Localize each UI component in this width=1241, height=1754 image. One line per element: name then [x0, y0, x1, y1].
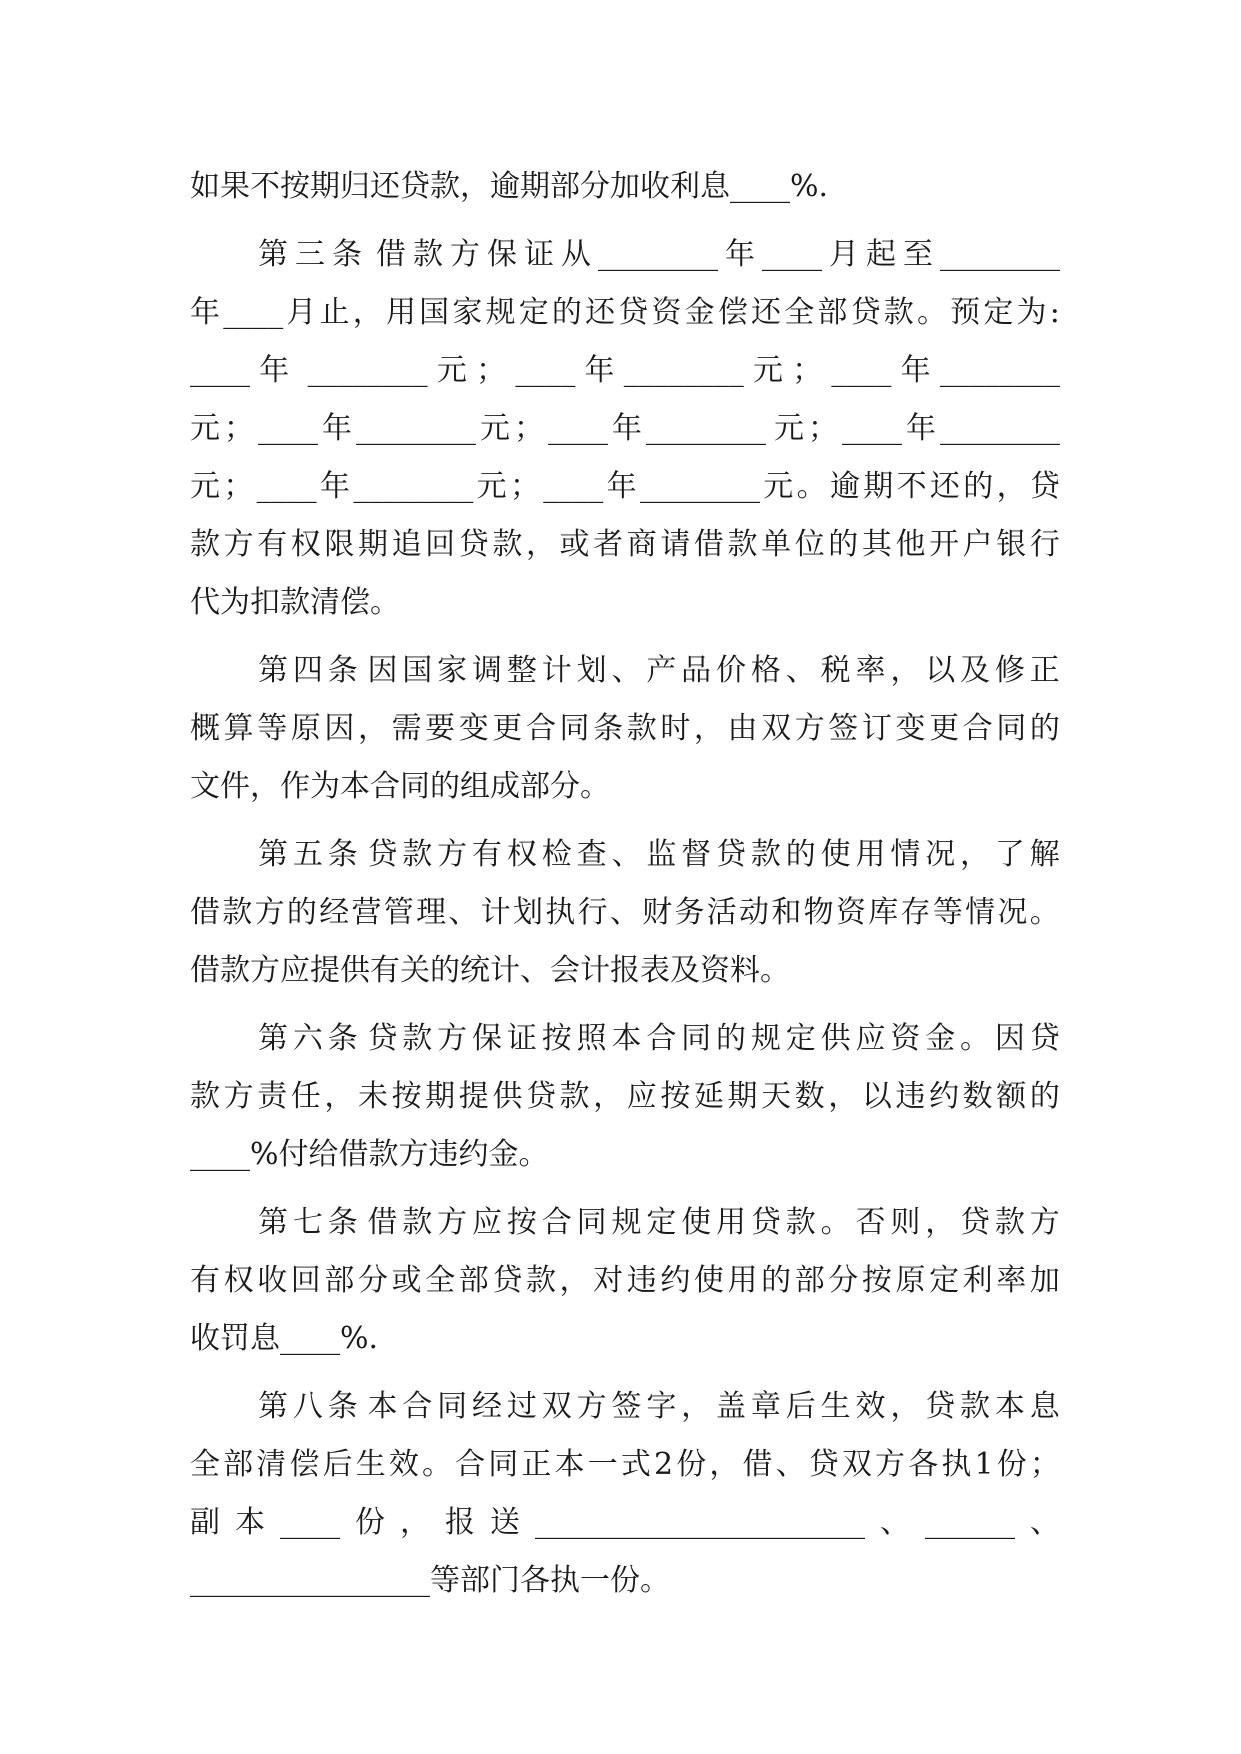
document-line: 款 方 有 权 限 期 追 回 贷 款 ， 或 者 商 请 借 款 单 位 的 其 他 开 户 银 行	[190, 527, 1060, 562]
document-line: 元 ； ____ 年 ________ 元 ； ____ 年 ________ 元 ； ____ 年 ________	[190, 411, 1060, 446]
document-line: 第 三 条 借 款 方 保 证 从 ________ 年 ____ 月 起 至 ________	[258, 237, 1060, 272]
document-line: 第 五 条 贷 款 方 有 权 检 查 、 监 督 贷 款 的 使 用 情 况 ， 了 解	[258, 837, 1060, 872]
document-line: 第 六 条 贷 款 方 保 证 按 照 本 合 同 的 规 定 供 应 资 金 。 因 贷	[258, 1021, 1060, 1056]
document-line: 文件，作为本合同的组成部分。	[190, 769, 610, 804]
document-line: 收罚息____%.	[190, 1321, 379, 1356]
document-line: 第 四 条 因 国 家 调 整 计 划 、 产 品 价 格 、 税 率 ， 以 及 修 正	[258, 653, 1060, 688]
document-line: 元 ； ____ 年 ________ 元 ； ____ 年 ________ 元 。 逾 期 不 还 的 ， 贷	[190, 469, 1060, 504]
document-line: 款 方 责 任 ， 未 按 期 提 供 贷 款 ， 应 按 延 期 天 数 ， 以 违 约 数 额 的	[190, 1079, 1060, 1114]
document-line: ____ 年 ________ 元 ； ____ 年 ________ 元 ； ____ 年 ________	[190, 353, 1060, 388]
document-line: 全 部 清 偿 后 生 效 。 合 同 正 本 一 式 2 份 ， 借 、 贷 双 方 各 执 1 份 ；	[190, 1447, 1060, 1482]
paragraph-gap	[190, 1000, 1060, 1010]
document-line: 第 七 条 借 款 方 应 按 合 同 规 定 使 用 贷 款 。 否 则 ， 贷 款 方	[258, 1205, 1060, 1240]
document-page	[190, 158, 1060, 1610]
paragraph-gap	[190, 1184, 1060, 1194]
document-line: 第 八 条 本 合 同 经 过 双 方 签 字 ， 盖 章 后 生 效 ， 贷 款 本 息	[258, 1389, 1060, 1424]
document-line: 副 本 ____ 份 ， 报 送 ______________________ 、 ______ 、	[190, 1505, 1060, 1540]
document-line: 有 权 收 回 部 分 或 全 部 贷 款 ， 对 违 约 使 用 的 部 分 按 原 定 利 率 加	[190, 1263, 1060, 1298]
document-line: 年 ____ 月 止 ， 用 国 家 规 定 的 还 贷 资 金 偿 还 全 部 贷 款 。 预 定 为 :	[190, 295, 1060, 330]
document-line: 概 算 等 原 因 ， 需 要 变 更 合 同 条 款 时 ， 由 双 方 签 订 变 更 合 同 的	[190, 711, 1060, 746]
document-line: ________________等部门各执一份。	[190, 1563, 670, 1598]
paragraph-gap	[190, 632, 1060, 642]
paragraph-gap	[190, 816, 1060, 826]
document-line: ____%付给借款方违约金。	[190, 1137, 549, 1172]
paragraph-gap	[190, 216, 1060, 226]
document-line: 代为扣款清偿。	[190, 585, 400, 620]
document-line: 借 款 方 的 经 营 管 理 、 计 划 执 行 、 财 务 活 动 和 物 资 库 存 等 情 况 。	[190, 895, 1060, 930]
document-line: 借款方应提供有关的统计、会计报表及资料。	[190, 953, 790, 988]
paragraph-gap	[190, 1368, 1060, 1378]
document-line: 如果不按期归还贷款，逾期部分加收利息____%.	[190, 169, 829, 204]
